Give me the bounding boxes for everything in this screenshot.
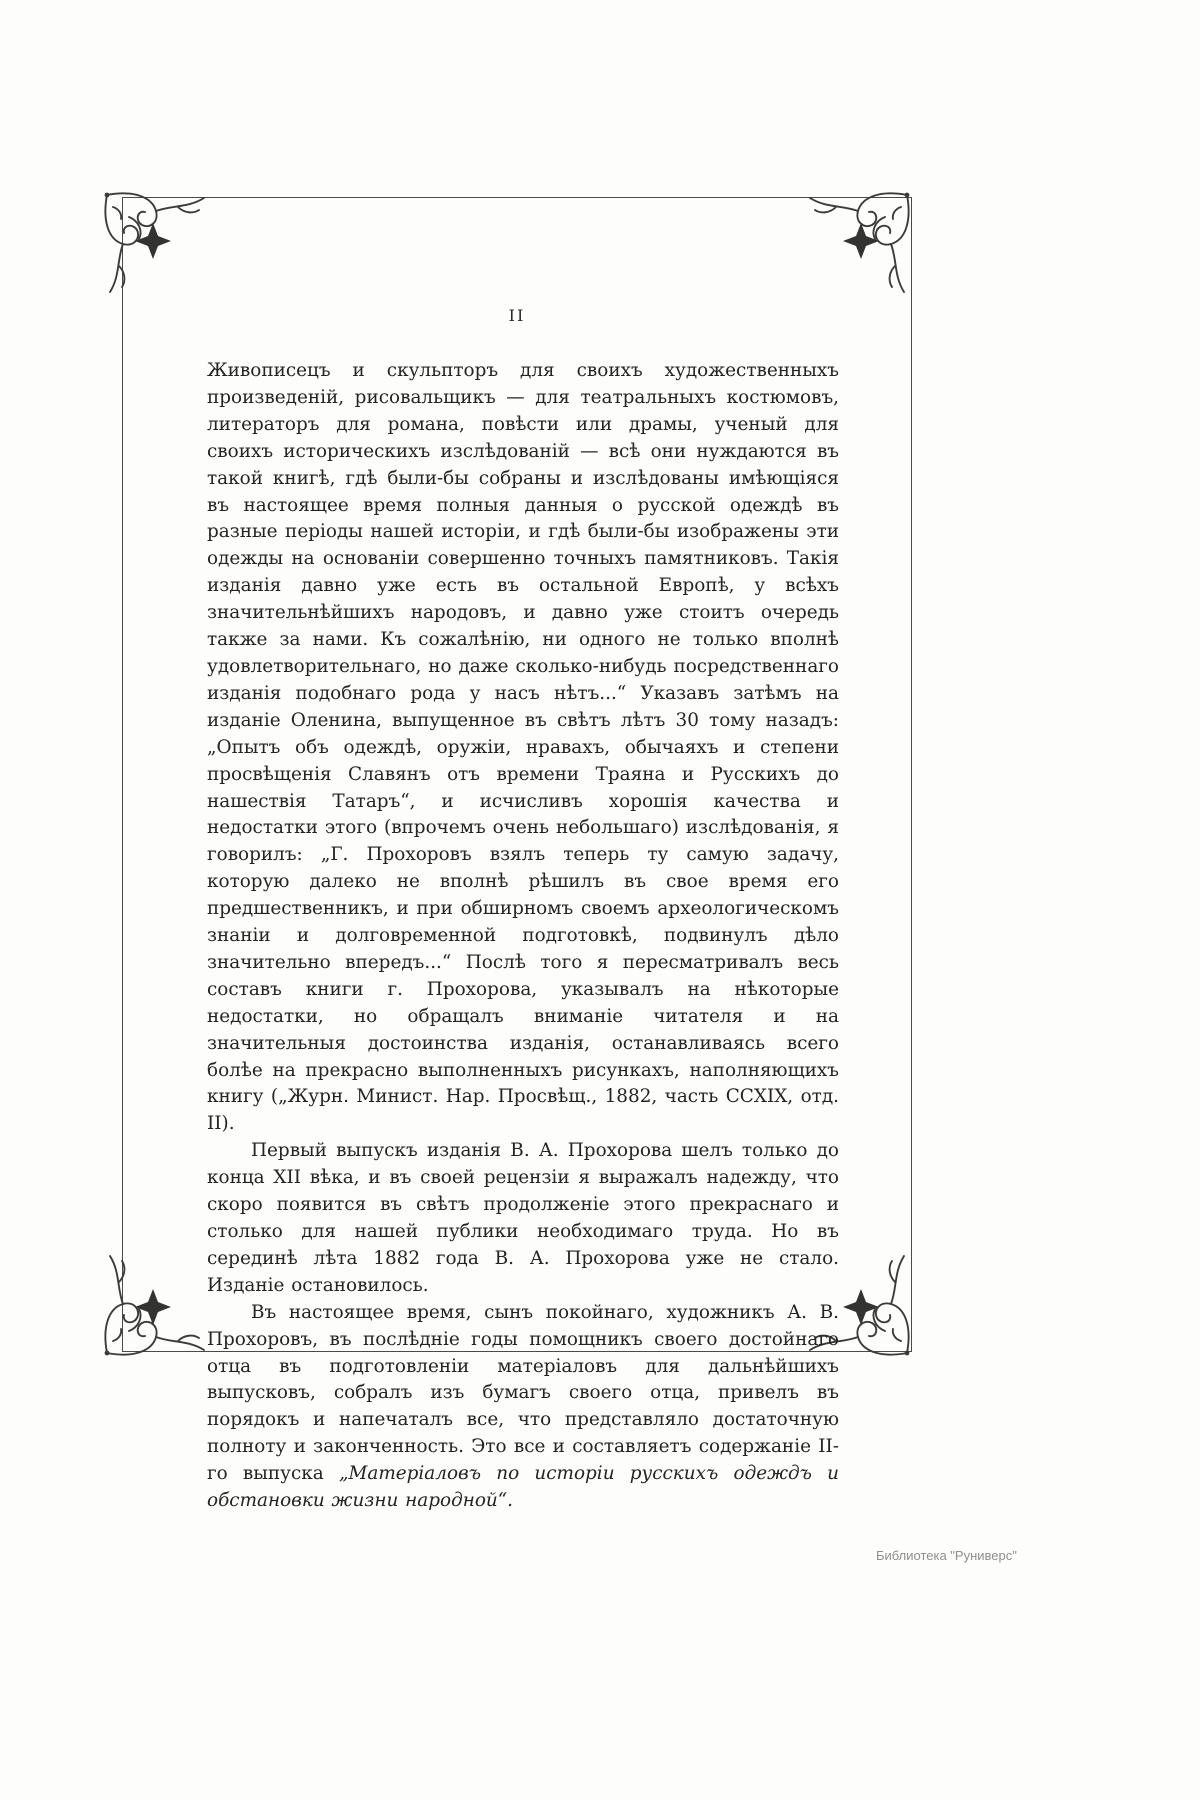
paragraph-text: Въ настоящее время, сынъ покойнаго, художникъ А. В. Прохоровъ, въ послѣдніе годы помощникъ своего достойнаго отца въ подготовленіи матеріаловъ для дальнѣйшихъ выпусковъ, собралъ изъ бумагъ своего отца, привелъ въ порядокъ и напечаталъ все, что представляло достаточную полноту и законченность. Это все и составляетъ содержаніе II-го выпуска — [207, 1301, 839, 1485]
paragraph — [207, 1300, 839, 1515]
corner-flourish-bottom-left-icon — [98, 1250, 210, 1362]
page-number: II — [508, 306, 526, 325]
paragraph: Первый выпускъ изданія В. А. Прохорова шелъ только до конца XII вѣка, и въ своей рецензіи я выражалъ надежду, что скоро появится въ свѣтъ продолженіе этого прекраснаго и столько для нашей публики необходимаго труда. Но въ серединѣ лѣта 1882 года В. А. Прохорова уже не стало. Изданіе остановилось. — [207, 1140, 839, 1296]
paragraph: Живописецъ и скульпторъ для своихъ художественныхъ произведеній, рисовальщикъ — для театральныхъ костюмовъ, литераторъ для романа, повѣсти или драмы, ученый для своихъ историческихъ изслѣдованій — всѣ они нуждаются въ такой книгѣ, гдѣ были-бы собраны и изслѣдованы имѣющіяся въ настоящее время полныя данныя о русской одеждѣ въ разные періоды нашей исторіи, и гдѣ были-бы изображены эти одежды на основаніи совершенно точныхъ памятниковъ. Такія изданія давно уже есть въ остальной Европѣ, у всѣхъ значительнѣйшихъ народовъ, и давно уже стоитъ очередь также за нами. Къ сожалѣнію, ни одного не только вполнѣ удовлетворительнаго, но даже сколько-нибудь посредственнаго изданія подобнаго рода у насъ нѣтъ...“ Указавъ затѣмъ на изданіе Оленина, выпущенное въ свѣтъ лѣтъ 30 тому назадъ: „Опытъ объ одеждѣ, оружіи, нравахъ, обычаяхъ и степени просвѣщенія Славянъ отъ времени Траяна и Русскихъ до нашествія Татаръ“, и исчисливъ хорошія качества и недостатки этого (впрочемъ очень небольшаго) изслѣдованія, я говорилъ: „Г. Прохоровъ взялъ теперь ту самую задачу, которую далеко не вполнѣ рѣшилъ въ свое время его предшественникъ, и при обширномъ своемъ археологическомъ знаніи и долговременной подготовкѣ, подвинулъ дѣло значительно впередъ...“ Послѣ того я пересматривалъ весь составъ книги г. Прохорова, указывалъ на нѣкоторые недостатки, но обращалъ вниманіе читателя и на значительныя достоинства изданія, останавливаясь всего болѣе на прекрасно выполненныхъ рисункахъ, наполняющихъ книгу („Журн. Минист. Нар. Просвѣщ., 1882, часть CCXIX, отд. II). — [207, 360, 839, 1135]
corner-flourish-top-right-icon — [804, 186, 916, 298]
paragraph-italic-book-title: „Матеріаловъ по исторіи русскихъ одеждъ и обстановки жизни народной“. — [207, 1463, 839, 1512]
page-text-block — [207, 358, 839, 1515]
corner-flourish-top-left-icon — [98, 186, 210, 298]
library-watermark: Библиотека "Руниверс" — [876, 1548, 1017, 1563]
